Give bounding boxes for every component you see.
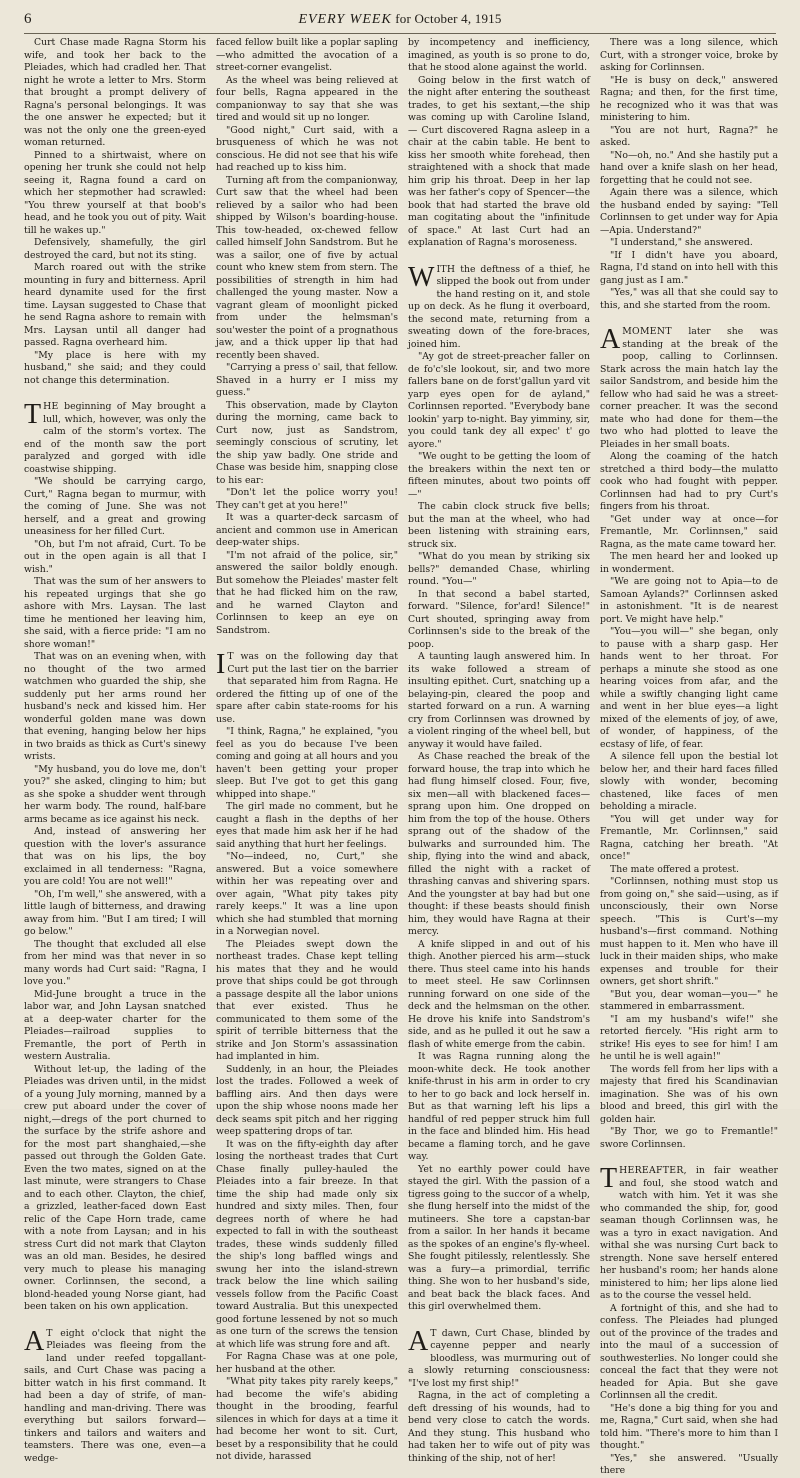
paragraph-text: in fair weather and foul, she stood watch and watch with him. Yet it was she who commanded the ship, for, good seaman though Corlinnsen was, he was a tyro in exact navigation. And withal she was nursing Curt back to strength. None save herself entered her husband's room; her hands alone ministered to him; her lips alone lied as to the course the vessel held.: [600, 1165, 778, 1301]
paragraph: [24, 576, 206, 651]
section-opening-paragraph: [216, 651, 398, 726]
text-column-4: [600, 37, 778, 1476]
header-rule: [24, 33, 776, 34]
paragraph: [600, 150, 778, 188]
paragraph: [408, 37, 590, 75]
paragraph-text: Pinned to a shirtwaist, where on opening her trunk she could not help seeing it, Ragna found a card on which her stepmother had scrawled: "You threw yourself at that boob's head, and he took you out of pity. Wait till he wakes up.": [24, 149, 206, 236]
paragraph: [24, 150, 206, 238]
paragraph-text: "What do you mean by striking six bells?" demanded Chase, whirling round. "You—": [408, 551, 590, 587]
paragraph-text: "I am my husband's wife!" she retorted fiercely. "His right arm to strike! His eyes to see for him! I am he until he is well again!": [600, 1013, 778, 1062]
paragraph-text: That was on an evening when, with no thought of the two armed watchmen who guarded the ship, she suddenly put her arms round her husband's neck and kissed him. Her wonderful golden mane was down that evening, hanging below her hips in two braids as thick as Curt's sinewy wrists.: [24, 651, 206, 762]
paragraph: [216, 512, 398, 550]
paragraph-text: For Ragna Chase was at one pole, her husband at the other.: [216, 1351, 398, 1375]
paragraph-text: There was a long silence, which Curt, with a stronger voice, broke by asking for Corlinnsen.: [600, 37, 778, 73]
paragraph: [600, 751, 778, 814]
paragraph-text: "No—indeed, no, Curt," she answered. But a voice somewhere within her was repeating over and over again, "What pity takes pity rarely keeps." It was a line upon which she had stumbled that morning in a Norwegian novel.: [216, 851, 398, 937]
paragraph: [216, 175, 398, 363]
drop-cap: A: [600, 324, 621, 355]
paragraph-text: the deftness of a thief, he slipped the book out from under the hand resting on it, and stole up on deck. As he flung it overboard, the second mate, returning from a sweating down of the fore-braces, joined him.: [408, 263, 590, 350]
paragraph: [408, 651, 590, 751]
lead-in-words: MOMENT: [622, 326, 672, 337]
paragraph-text: March roared out with the strike mounting in fury and bitterness. April heard dynamite used for the first time. Laysan suggested to Chase that he send Ragna ashore to remain with Mrs. Laysan until all danger had passed. Ragna overheard him.: [24, 262, 206, 348]
paragraph-text: Turning aft from the companionway, Curt saw that the wheel had been relieved by a sailor who had been shipped by Wilson's boarding-house. This tow-headed, ox-chewed fellow called himself John Sandstrom. But he was a sailor, one of five by actual count who knew stem from stern. The possibilities of strength in him had challenged the young master. Now a vagrant gleam of moonlight picked from under the helmsman's sou'wester the point of a prognathous jaw, and a thick upper lip that had recently been shaved.: [216, 174, 398, 361]
section-opening-paragraph: [408, 261, 590, 352]
paragraph-text: "Ay got de street-preacher faller on de fo'c'sle lookout, sir, and two more fallers bane on de forst'gallun yard vit yarp eyes open for de ayland," Corlinnsen reported. "Everybody bane lookin' yarp to-night. Bay yimminy, sir, you could tank dey all expec' t' go ayore.": [408, 351, 590, 450]
paragraph-text: "Carrying a press o' sail, that fellow. Shaved in a hurry er I miss my guess.": [216, 362, 398, 398]
paragraph: [600, 1126, 778, 1151]
paragraph-text: "We are going not to Apia—to de Samoan Aylands?" Corlinnsen asked in astonishment. "It is de nearest port. Ve might have help.": [600, 576, 778, 625]
paragraph: [408, 1164, 590, 1314]
paragraph-text: The girl made no comment, but he caught a flash in the depths of her eyes that made him ask her if he had said anything that hurt her feelings.: [216, 801, 398, 850]
drop-cap: W: [408, 261, 435, 293]
section-opening-paragraph: [600, 1165, 778, 1303]
paragraph-text: "Oh, but I'm not afraid, Curt. To be out in the open again is all that I wish.": [24, 538, 206, 575]
paragraph-text: "My husband, you do love me, don't you?" she asked, clinging to him; but as she spoke a shudder went through her warm body. The round, half-bare arms became as ice against his neck.: [24, 763, 206, 825]
paragraph: [600, 876, 778, 989]
paragraph: [216, 1351, 398, 1376]
paragraph-text: "Yes," she answered. "Usually there: [600, 1452, 778, 1476]
paragraph-text: Suddenly, in an hour, the Pleiades lost the trades. Followed a week of baffling airs. And then days were upon the ship whose noons made her deck seams spit pitch and her rigging weep spattering drops of tar.: [216, 1063, 398, 1137]
paragraph: [24, 1064, 206, 1314]
paragraph-text: "We ought to be getting the loom of the breakers within the next ten or fifteen minutes, about two points off—": [408, 451, 590, 500]
paragraph: [600, 75, 778, 125]
paragraph-text: As the wheel was being relieved at four bells, Ragna appeared in the companionway to say that she was tired and would sit up no longer.: [216, 74, 398, 123]
paragraph: [216, 37, 398, 75]
paragraph: [216, 1064, 398, 1139]
paragraph: [408, 501, 590, 551]
drop-cap: I: [216, 649, 226, 680]
paragraph: [600, 514, 778, 552]
paragraph-text: It was a quarter-deck sarcasm of ancient and common use in American deep-water ships.: [216, 512, 398, 548]
paragraph-text: "Oh, I'm well," she answered, with a little laugh of bitterness, and drawing away from him. "But I am tired; I will go below.": [24, 888, 206, 937]
paragraph-text: The words fell from her lips with a majesty that fired his Scandinavian imagination. She was of his own blood and breed, this girl with the golden hair.: [600, 1063, 778, 1125]
paragraph: [408, 939, 590, 1052]
paragraph-text: Without let-up, the lading of the Pleiades was driven until, in the midst of a young July morning, manned by a crew put aboard under the cover of night,—dregs of the port churned to the surface by the strife ashore and for the most part shanghaied,—she passed out through the Golden Gate. Even the two mates, signed on at the last minute, were strangers to Chase and to each other. Clayton, the chief, a grizzled, leather-faced down East relic of the Cape Horn trade, came with a note from Laysan; and in his stress Curt did not mark that Clayton was an old man. Besides, he desired very much to please his managing owner. Corlinnsen, the second, a blond-headed young Norse giant, had been taken on his own application.: [24, 1063, 206, 1312]
paragraph-text: Defensively, shamefully, the girl destroyed the card, but not its sting.: [24, 237, 206, 261]
paragraph: [24, 350, 206, 388]
paragraph-text: "Get under way at once—for Fremantle, Mr. Corlinnsen," said Ragna, as the mate came toward her.: [600, 513, 778, 550]
paragraph: [408, 751, 590, 939]
paragraph-text: Ragna, in the act of completing a deft dressing of his wounds, had to bend very close to catch the words. And they stung. This husband who had taken her to wife out of pity was thinking of the ship, not of her!: [408, 1390, 590, 1464]
paragraph-text: Along the coaming of the hatch stretched a third body—the mulatto cook who had fought with pepper. Corlinnsen had had to pry Curt's fingers from his throat.: [600, 451, 778, 512]
paragraph: [408, 351, 590, 451]
paragraph-text: The cabin clock struck five bells; but the man at the wheel, who had been listening with straining ears, struck six.: [408, 501, 590, 550]
lead-in-words: T: [46, 1327, 53, 1339]
paragraph: [600, 814, 778, 864]
paragraph: [216, 550, 398, 638]
drop-cap: A: [24, 1325, 45, 1357]
section-opening-paragraph: [24, 401, 206, 476]
paragraph: [24, 37, 206, 150]
paragraph: [24, 939, 206, 989]
paragraph-text: "He is busy on deck," answered Ragna; and then, for the first time, he recognized who it was that was ministering to him.: [600, 74, 778, 123]
running-head: [0, 11, 800, 28]
paragraph-text: A silence fell upon the bestial lot below her, and their hard faces filled slowly with wonder, becoming chastened, like faces of men beholding a miracle.: [600, 751, 778, 812]
paragraph-text: "Don't let the police worry you! They can't get at you here!": [216, 487, 398, 511]
paragraph: [600, 551, 778, 576]
paragraph-text: A knife slipped in and out of his thigh. Another pierced his arm—stuck there. Thus steel came into his hands to meet steel. He saw Corlinnsen running forward on one side of the deck and the helmsman on the other. He drove his knife into Sandstrom's side, and as he pulled it out he saw a flash of white emerge from the cabin.: [408, 938, 590, 1050]
paragraph-text: "What pity takes pity rarely keeps," had become the wife's abiding thought in the brooding, fearful silences in which for days at a time it had become her wont to sit. Curt, beset by a responsibility that he could not divide, harassed: [216, 1376, 398, 1462]
paragraph-text: Going below in the first watch of the night after entering the southeast trades, to get his sextant,—the ship was coming up with Caroline Island, — Curt discovered Ragna asleep in a chair at the cabin table. He bent to kiss her smooth white forehead, then straightened with a shock that made him grip his throat. Deep in her lap was her father's copy of Spencer—the book that had started the brave old man cogitating about the "infinitude of space." At last Curt had an explanation of Ragna's moroseness.: [408, 74, 590, 248]
paragraph: [216, 75, 398, 125]
paragraph: [216, 125, 398, 175]
paragraph-text: "But you, dear woman—you—" he stammered in embarrassment.: [600, 988, 778, 1012]
paragraph: [216, 1376, 398, 1464]
paragraph-text: "You are not hurt, Ragna?" he asked.: [600, 124, 778, 148]
paragraph: [24, 262, 206, 350]
text-column-2: [216, 37, 398, 1462]
paragraph: [24, 764, 206, 827]
paragraph-text: later she was standing at the break of the poop, calling to Corlinnsen. Stark across the main hatch lay the sailor Sandstrom, and beside him the fellow who had said he was a street-corner preacher. It was the second mate who had done for them—the two who had plotted to leave the Pleiades in her small boats.: [600, 326, 778, 450]
paragraph: [600, 576, 778, 626]
paragraph-text: That was the sum of her answers to his repeated urgings that she go ashore with Mrs. Laysan. The last time he mentioned her leaving him, she said, with a fierce pride: "I am no shore woman!": [24, 576, 206, 650]
paragraph-text: "You will get under way for Fremantle, Mr. Corlinnsen," said Ragna, catching her breath. "At once!": [600, 813, 778, 862]
paragraph-text: It was on the fifty-eighth day after losing the northeast trades that Curt Chase finally pulley-hauled the Pleiades into a fair breeze. In that time the ship had made only six hundred and sixty miles. Then, four degrees north of where he had expected to fall in with the southeast trades, these winds suddenly filled the ship's long baffled wings and swung her into the island-strewn track below the line which sailing vessels follow from the Pacific Coast toward Australia. But this unexpected good fortune lessened by not so much as one turn of the screws the tension at which life was strung fore and aft.: [216, 1138, 398, 1350]
paragraph: [408, 589, 590, 652]
paragraph-text: "I think, Ragna," he explained, "you feel as you do because I've been coming and going at all hours and you haven't been getting your proper sleep. But I've got to get this gang whipped into shape.": [216, 726, 398, 800]
page-number: 6: [24, 11, 32, 27]
paragraph-text: Yet no earthly power could have stayed the girl. With the passion of a tigress going to the succor of a whelp, she flung herself into the midst of the mutineers. She tore a capstan-bar from a sailor. In her hands it became as the spokes of an engine's fly-wheel. She fought pitilessly, relentlessly. She was a fury—a primordial, terrific thing. She won to her husband's side, and beat back the black faces. And this girl overwhelmed them.: [408, 1163, 590, 1312]
paragraph: [600, 250, 778, 288]
paragraph-text: beginning of May brought a lull, which, however, was only the calm of the storm's vortex. The end of the month saw the port paralyzed and gorged with idle coastwise shipping.: [24, 401, 206, 475]
paragraph-text: Mid-June brought a truce in the labor war, and John Laysan snatched at a deep-water charter for the Pleiades—railroad supplies to Fremantle, the port of Perth in western Australia.: [24, 988, 206, 1062]
paragraph-text: Curt Chase made Ragna Storm his wife, and took her back to the Pleiades, which had cradled her. That night he wrote a letter to Mrs. Storm that brought a prompt delivery of Ragna's personal belongings. It was the one answer he expected; but it was not the only one the green-eyed woman returned.: [24, 37, 206, 148]
lead-in-words: T: [430, 1327, 437, 1339]
paragraph-text: The Pleiades swept down the northeast trades. Chase kept telling his mates that they and he would prove that ships could be got through a passage despite all the labor unions that ever existed. Thus he communicated to them some of the spirit of terrible bitterness that the strike and Jon Storm's assassination had implanted in him.: [216, 938, 398, 1062]
paragraph: [216, 362, 398, 400]
paragraph-text: Again there was a silence, which the husband ended by saying: "Tell Corlinnsen to get under way for Apia—Apia. Understand?": [600, 187, 778, 236]
paragraph-text: "By Thor, we go to Fremantle!" swore Corlinnsen.: [600, 1126, 778, 1150]
paragraph: [24, 989, 206, 1064]
paragraph: [600, 1303, 778, 1403]
paragraph-text: "Good night," Curt said, with a brusqueness of which he was not conscious. He did not see that his wife had reached up to kiss him.: [216, 124, 398, 173]
paragraph: [600, 1403, 778, 1453]
paragraph-text: "We should be carrying cargo, Curt," Ragna began to murmur, with the coming of June. She was not herself, and a great and growing uneasiness for her filled Curt.: [24, 476, 206, 537]
paragraph: [600, 187, 778, 237]
paragraph: [600, 864, 778, 877]
paragraph: [24, 237, 206, 262]
paragraph: [24, 476, 206, 539]
masthead-title: EVERY WEEK: [298, 12, 392, 27]
lead-in-words: ITH: [436, 263, 456, 275]
paragraph-text: It was Ragna running along the moon-white deck. He took another knife-thrust in his arm in order to cry to her to go back and lock herself in. But as that warning left his lips a handful of red pepper struck him full in the face and blinded him. His head became a flaming torch, and he gave way.: [408, 1051, 590, 1162]
paragraph: [600, 237, 778, 250]
lead-in-words: HEREAFTER,: [619, 1165, 687, 1176]
paragraph: [408, 451, 590, 501]
section-opening-paragraph: [24, 1325, 206, 1466]
paragraph: [600, 287, 778, 312]
lead-in-words: T: [227, 651, 234, 662]
paragraph-text: A fortnight of this, and she had to confess. The Pleiades had plunged out of the province of the trades and into the maul of a succession of southwesterlies. No longer could she conceal the fact that they were not headed for Apia. But she gave Corlinnsen all the credit.: [600, 1302, 778, 1401]
paragraph: [600, 1014, 778, 1064]
paragraph: [408, 75, 590, 250]
drop-cap: T: [600, 1163, 618, 1194]
paragraph-text: In that second a babel started, forward. "Silence, for'ard! Silence!" Curt shouted, springing away from Corlinnsen's side to the break of the poop.: [408, 588, 590, 650]
paragraph: [216, 801, 398, 851]
paragraph: [600, 626, 778, 751]
paragraph-text: "He's done a big thing for you and me, Ragna," Curt said, when she had told him. "There's more to him than I thought.": [600, 1402, 778, 1451]
paragraph-text: "My place is here with my husband," she said; and they could not change this determination.: [24, 349, 206, 386]
paragraph: [600, 1064, 778, 1127]
paragraph: [216, 726, 398, 801]
paragraph: [408, 1051, 590, 1164]
paragraph-text: "Corlinnsen, nothing must stop us from going on," she said—using, as if unconsciously, their own Norse speech. "This is Curt's—my husband's—first command. Nothing must happen to it. Men who have ill luck in their maiden ships, who make expenses and trouble for their owners, get short shrift.": [600, 876, 778, 987]
paragraph: [600, 451, 778, 514]
page-header: [0, 0, 800, 34]
paragraph-text: "Yes," was all that she could say to this, and she started from the room.: [600, 287, 778, 311]
paragraph: [600, 989, 778, 1014]
paragraph: [216, 851, 398, 939]
paragraph-text: by incompetency and inefficiency, imagined, as youth is so prone to do, that he stood alone against the world.: [408, 37, 590, 73]
paragraph: [216, 487, 398, 512]
paragraph-text: eight o'clock that night the Pleiades was fleeing from the land under reefed topgallant-sails, and Curt Chase was pacing a bitter watch in his first command. It had been a day of strife, of man-handling and man-driving. There was everything but sailors forward—tinkers and tailors and waiters and teamsters. There was one, even—a wedge-: [24, 1327, 206, 1464]
paragraph: [216, 1139, 398, 1352]
paragraph: [600, 125, 778, 150]
text-column-3: [408, 37, 590, 1464]
paragraph: [408, 1390, 590, 1465]
paragraph-text: As Chase reached the break of the forward house, the trap into which he had flung himself closed. Four, five, six men—all with blackened faces—sprang upon him. One dropped on him from the top of the house. Others sprang out of the shadow of the bulwarks and surrounded him. The ship, flying into the wind and aback, filled the night with a racket of thrashing canvas and shivering spars. And the youngster at bay had but one thought: if these beasts should finish him, they would have Ragna at their mercy.: [408, 751, 590, 937]
paragraph-text: The mate offered a protest.: [610, 863, 739, 875]
paragraph-text: was on the following day that Curt put the last tier on the barrier that separated him from Ragna. He ordered the fitting up of one of the spare after cabin state-rooms for his use.: [216, 651, 398, 725]
section-opening-paragraph: [600, 326, 778, 451]
paragraph-text: "I understand," she answered.: [610, 237, 753, 248]
paragraph-text: "I'm not afraid of the police, sir," answered the sailor boldly enough. But somehow the Pleiades' master felt that he had flicked him on the raw, and he warned Clayton and Corlinnsen to keep an eye on Sandstrom.: [216, 549, 398, 636]
paragraph-text: A taunting laugh answered him. In its wake followed a stream of insulting epithet. Curt, snatching up a belaying-pin, cleared the poop and started forward on a run. A warning cry from Corlinnsen was drowned by a violent ringing of the wheel bell, but anyway it would have failed.: [408, 651, 590, 750]
paragraph: [600, 1453, 778, 1478]
paragraph-text: faced fellow built like a poplar sapling—who admitted the avocation of a street-corner evangelist.: [216, 37, 398, 73]
drop-cap: T: [24, 399, 42, 430]
paragraph: [216, 939, 398, 1064]
paragraph: [24, 826, 206, 889]
paragraph: [408, 551, 590, 589]
paragraph: [216, 400, 398, 488]
paragraph-text: "No—oh, no." And she hastily put a hand over a knife slash on her head, forgetting that he could not see.: [600, 149, 778, 186]
text-column-1: [24, 37, 206, 1464]
drop-cap: A: [408, 1325, 429, 1357]
paragraph: [600, 37, 778, 75]
paragraph-text: dawn, Curt Chase, blinded by cayenne pepper and nearly bloodless, was murmuring out of a slowly returning consciousness: "I've lost my first ship!": [408, 1327, 590, 1389]
paragraph-text: The men heard her and looked up in wonderment.: [600, 551, 778, 575]
paragraph-text: "If I didn't have you aboard, Ragna, I'd stand on into hell with this gang just as I am.": [600, 249, 778, 286]
paragraph-text: The thought that excluded all else from her mind was that never in so many words had Curt said: "Ragna, I love you.": [24, 938, 206, 987]
issue-date: for October 4, 1915: [395, 11, 502, 26]
paragraph-text: This observation, made by Clayton during the morning, came back to Curt now, just as Sandstrom, seemingly conscious of scrutiny, let the ship yaw badly. One stride and Chase was beside him, snapping close to his ear:: [216, 399, 398, 486]
paragraph: [24, 539, 206, 577]
paragraph: [24, 889, 206, 939]
lead-in-words: HE: [43, 401, 59, 412]
paragraph: [24, 651, 206, 764]
paragraph-text: And, instead of answering her question with the lover's assurance that was on his lips, the boy exclaimed in all tenderness: "Ragna, you are cold! You are not well!": [24, 826, 206, 887]
paragraph-text: "You—you will—" she began, only to pause with a sharp gasp. Her hands went to her throat. For perhaps a minute she stood as one hearing voices from afar, and the while a swiftly changing light came and went in her blue eyes—a light mixed of the elements of joy, of awe, of wonder, of happiness, of the ecstasy of life, of fear.: [600, 626, 778, 750]
section-opening-paragraph: [408, 1325, 590, 1391]
